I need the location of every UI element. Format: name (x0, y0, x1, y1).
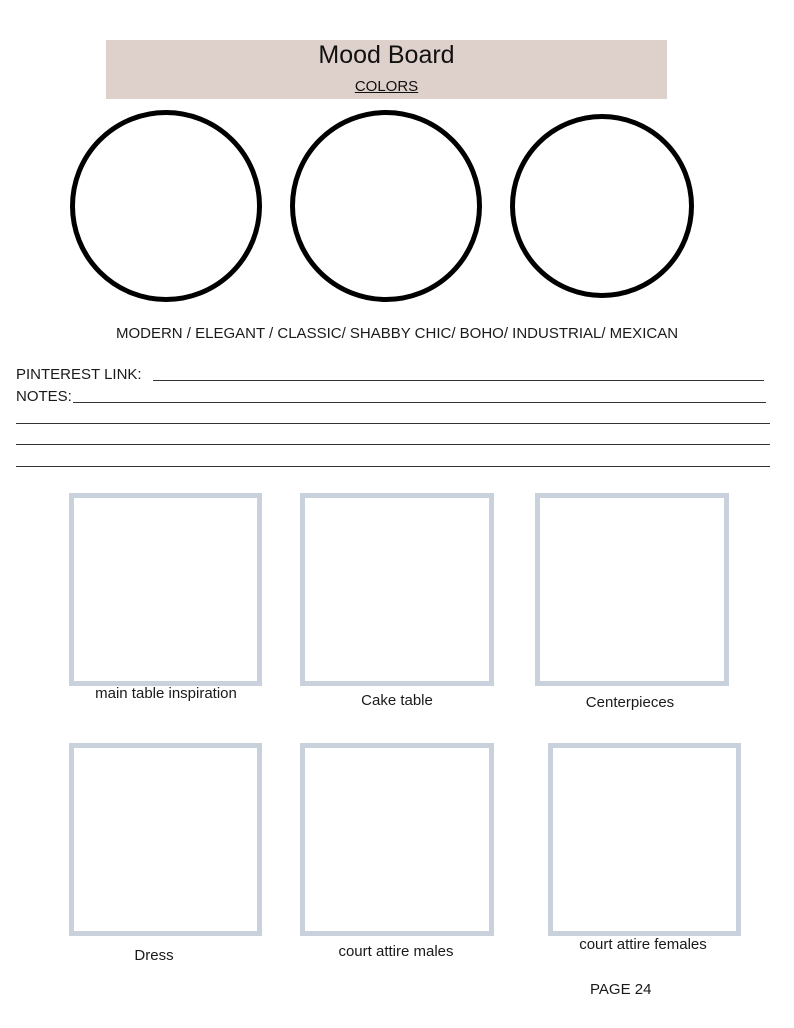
caption-dress: Dress (134, 947, 174, 964)
style-options: MODERN / ELEGANT / CLASSIC/ SHABBY CHIC/ BOHO/ INDUSTRIAL/ MEXICAN (115, 325, 679, 342)
page-number: PAGE 24 (590, 981, 652, 998)
pinterest-link-label: PINTEREST LINK: (16, 366, 142, 383)
photo-box-centerpieces[interactable] (535, 493, 729, 686)
notes-line-2[interactable] (16, 423, 770, 424)
pinterest-link-line[interactable] (153, 380, 764, 381)
notes-label: NOTES: (16, 388, 72, 405)
notes-line-4[interactable] (16, 466, 770, 467)
caption-main-table: main table inspiration (95, 685, 237, 702)
photo-box-attire-females[interactable] (548, 743, 741, 936)
caption-cake-table: Cake table (361, 692, 433, 709)
photo-box-main-table[interactable] (69, 493, 262, 686)
photo-box-attire-males[interactable] (300, 743, 494, 936)
notes-line-1[interactable] (73, 402, 766, 403)
header-band (106, 40, 667, 99)
color-swatch-1[interactable] (70, 110, 262, 302)
caption-attire-males: court attire males (338, 943, 454, 960)
colors-subtitle: COLORS (354, 78, 419, 95)
page-title: Mood Board (318, 41, 455, 69)
notes-line-3[interactable] (16, 444, 770, 445)
photo-box-dress[interactable] (69, 743, 262, 936)
photo-box-cake-table[interactable] (300, 493, 494, 686)
caption-centerpieces: Centerpieces (585, 694, 675, 711)
caption-attire-females: court attire females (579, 936, 707, 953)
color-swatch-2[interactable] (290, 110, 482, 302)
color-swatch-3[interactable] (510, 114, 694, 298)
